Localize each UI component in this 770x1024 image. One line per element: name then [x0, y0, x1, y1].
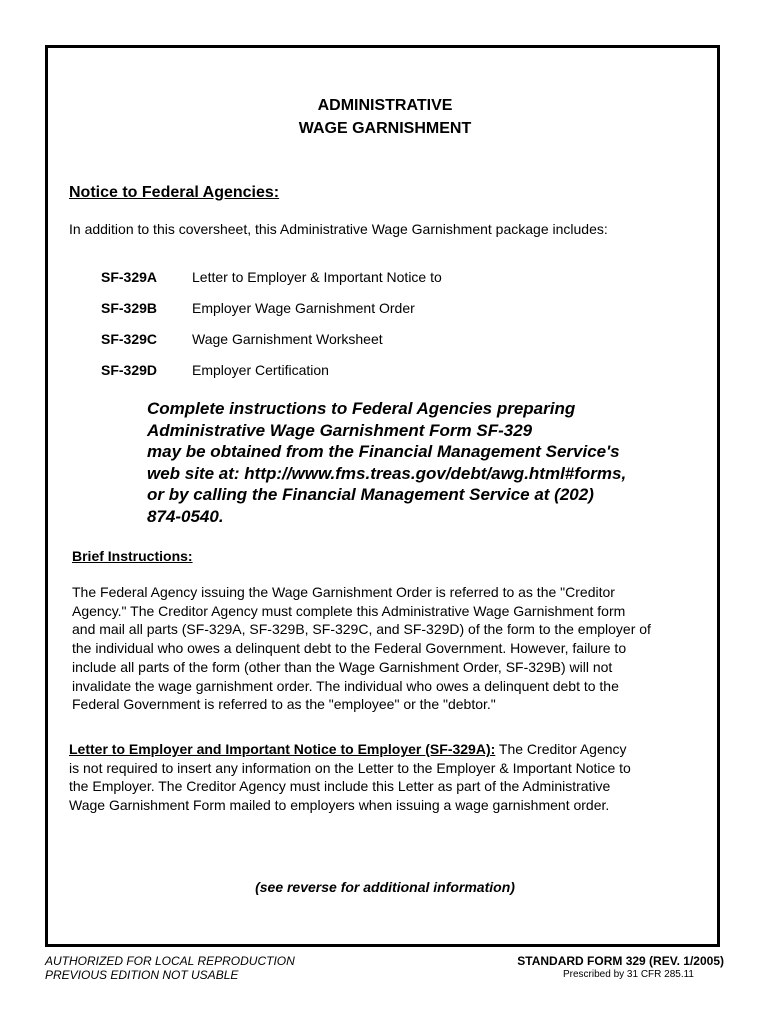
footer-right: [517, 954, 724, 982]
paragraph-line: Wage Garnishment Form mailed to employers when issuing a wage garnishment order.: [69, 797, 610, 814]
callout-line: web site at: http://www.fms.treas.gov/debt/awg.html#forms,: [147, 463, 627, 483]
notice-heading: Notice to Federal Agencies:: [69, 184, 280, 201]
letter-to-employer-section: [69, 740, 709, 815]
form-code: SF-329B: [101, 299, 158, 316]
letter-heading: Letter to Employer and Important Notice to Employer (SF-329A):: [69, 741, 496, 757]
reproduction-note: AUTHORIZED FOR LOCAL REPRODUCTION: [45, 954, 295, 968]
callout-line: Administrative Wage Garnishment Form SF-329: [147, 420, 533, 440]
letter-first-line: The Creditor Agency: [495, 741, 627, 757]
notice-intro: In addition to this coversheet, this Administrative Wage Garnishment package includes:: [69, 221, 608, 237]
instructions-callout: [147, 398, 687, 527]
brief-instructions-body: [72, 583, 712, 714]
paragraph-line: include all parts of the form (other than the Wage Garnishment Order, SF-329B) will not: [72, 658, 613, 675]
callout-line: 874-0540.: [147, 506, 224, 526]
list-item: [101, 261, 442, 292]
paragraph-line: and mail all parts (SF-329A, SF-329B, SF-329C, and SF-329D) of the form to the employer of: [72, 621, 651, 638]
see-reverse-note: (see reverse for additional information): [255, 879, 515, 895]
title-line-2: WAGE GARNISHMENT: [298, 120, 472, 137]
form-code: SF-329A: [101, 268, 158, 285]
paragraph-line: Federal Government is referred to as the "employee" or the "debtor.": [72, 696, 496, 713]
list-item: [101, 292, 442, 323]
title-line-1: ADMINISTRATIVE: [317, 97, 453, 114]
form-description: Employer Wage Garnishment Order: [192, 299, 415, 316]
forms-list: [101, 261, 442, 385]
brief-instructions-heading: Brief Instructions:: [72, 548, 193, 564]
form-number: STANDARD FORM 329 (REV. 1/2005): [517, 954, 724, 968]
callout-line: or by calling the Financial Management Service at (202): [147, 485, 594, 504]
paragraph-line: invalidate the wage garnishment order. The individual who owes a delinquent debt to the: [72, 677, 619, 694]
footer-left: [45, 954, 295, 982]
paragraph-line: the Employer. The Creditor Agency must include this Letter as part of the Administrative: [69, 778, 611, 795]
callout-line: Complete instructions to Federal Agencies preparing: [147, 399, 576, 418]
paragraph-line: [69, 740, 709, 759]
form-code: SF-329D: [101, 361, 158, 378]
paragraph-line: Agency." The Creditor Agency must complete this Administrative Wage Garnishment form: [72, 602, 626, 619]
callout-line: may be obtained from the Financial Management Service's: [147, 442, 620, 461]
list-item: [101, 354, 442, 385]
paragraph-line: the individual who owes a delinquent debt to the Federal Government. However, failure to: [72, 640, 627, 657]
form-description: Letter to Employer & Important Notice to: [192, 268, 442, 285]
prescribed-note: Prescribed by 31 CFR 285.11: [563, 969, 694, 980]
edition-note: PREVIOUS EDITION NOT USABLE: [45, 968, 239, 982]
paragraph-line: The Federal Agency issuing the Wage Garnishment Order is referred to as the "Creditor: [72, 584, 615, 600]
form-code: SF-329C: [101, 330, 158, 347]
form-description: Wage Garnishment Worksheet: [192, 330, 383, 347]
form-description: Employer Certification: [192, 361, 329, 378]
paragraph-line: is not required to insert any information on the Letter to the Employer & Important Notice to: [69, 759, 631, 776]
list-item: [101, 323, 442, 354]
